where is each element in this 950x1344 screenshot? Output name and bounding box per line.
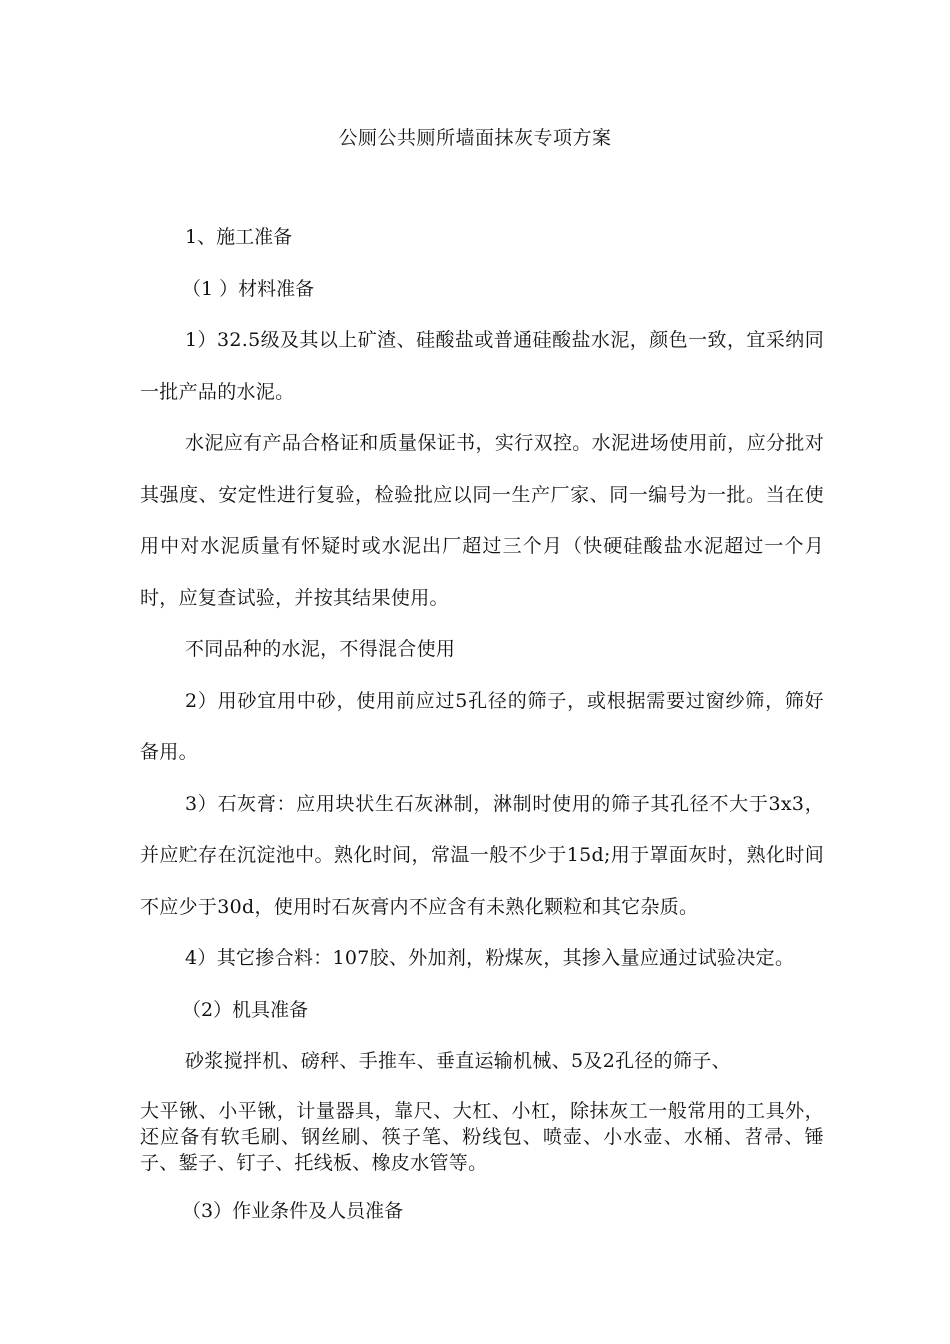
- paragraph-admixtures: 4）其它掺合料：107胶、外加剂，粉煤灰，其掺入量应通过试验决定。: [185, 947, 795, 969]
- spacer: [140, 1088, 824, 1098]
- paragraph-cement-mixing: 不同品种的水泥，不得混合使用: [185, 638, 456, 660]
- paragraph-lime-paste: 3）石灰膏：应用块状生石灰淋制，淋制时使用的筛子其孔径不大于3x3，并应贮存在沉淀池中。熟化时间，常温一般不少于15d;用于罩面灰时，熟化时间不应少于30d，使用时石灰膏内不应含有未熟化颗粒和其它杂质。: [140, 792, 824, 918]
- subsection-heading-work-conditions: （3）作业条件及人员准备: [182, 1199, 404, 1222]
- section-heading-construction-preparation: 1、施工准备: [185, 226, 293, 248]
- paragraph-cement-quality: 水泥应有产品合格证和质量保证书，实行双控。水泥进场使用前，应分批对其强度、安定性进行复验，检验批应以同一生产厂家、同一编号为一批。当在使用中对水泥质量有怀疑时或水泥出厂超过三个月（快硬硅酸盐水泥超过一个月时，应复查试验，并按其结果使用。: [140, 432, 824, 609]
- subsection-heading-tools: （2）机具准备: [182, 998, 309, 1021]
- paragraph-tools-list: 大平锹、小平锹，计量器具，靠尺、大杠、小杠，除抹灰工一般常用的工具外，还应备有软毛刷、钢丝刷、筷子笔、粉线包、喷壶、小水壶、水桶、苕帚、锤子、錾子、钉子、托线板、橡皮水管等。: [140, 1099, 824, 1174]
- paragraph-cement: 1）32.5级及其以上矿渣、硅酸盐或普通硅酸盐水泥，颜色一致，宜采纳同一批产品的水泥。: [140, 329, 824, 403]
- paragraph-tools-line: 砂浆搅拌机、磅秤、手推车、垂直运输机械、5及2孔径的筛子、: [185, 1050, 731, 1072]
- subsection-heading-materials: （1 ）材料准备: [182, 277, 315, 300]
- document-title: 公厕公共厕所墙面抹灰专项方案: [338, 127, 612, 149]
- spacer: [140, 1176, 824, 1186]
- paragraph-sand: 2）用砂宜用中砂，使用前应过5孔径的筛子，或根据需要过窗纱筛，筛好备用。: [140, 689, 824, 763]
- document-body: [140, 212, 824, 1237]
